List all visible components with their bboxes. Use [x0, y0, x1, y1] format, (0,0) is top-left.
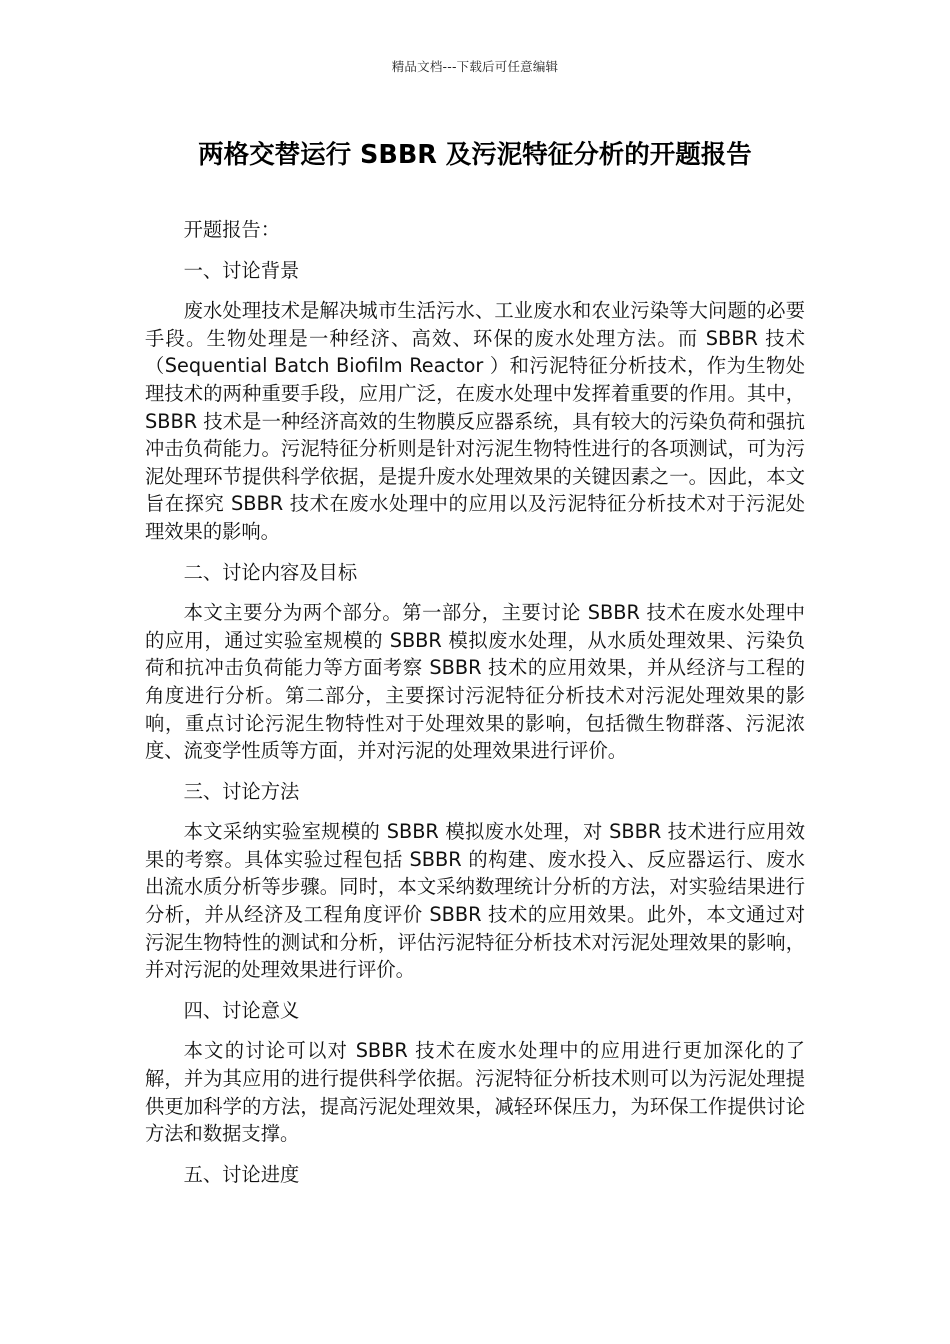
section-paragraph-content-goals: 本文主要分为两个部分。第一部分，主要讨论 SBBR 技术在废水处理中的应用，通过实验室规模的 SBBR 模拟废水处理，从水质处理效果、污染负荷和抗冲击负荷能力等方面考察 SBBR 技术的应用效果，并从经济与工程的角度进行分析。第二部分，主要探讨污泥特征分析技术对污泥处理效果的影响，重点讨论污泥生物特性对于处理效果的影响，包括微生物群落、污泥浓度、流变学性质等方面，并对污泥的处理效果进行评价。	[145, 601, 805, 763]
section-heading-background: 一、讨论背景	[183, 258, 300, 282]
intro-label: 开题报告：	[183, 218, 280, 241]
section-heading-significance: 四、讨论意义	[183, 998, 300, 1022]
section-heading-methods: 三、讨论方法	[183, 779, 300, 803]
section-heading-content-goals: 二、讨论内容及目标	[183, 560, 358, 584]
document-body	[145, 216, 805, 1201]
section-paragraph-background: 废水处理技术是解决城市生活污水、工业废水和农业污染等大问题的必要手段。生物处理是一种经济、高效、环保的废水处理方法。而 SBBR 技术（Sequential Batch Biofilm Reactor ）和污泥特征分析技术，作为生物处理技术的两种重要手段，应用广泛，在废水处理中发挥着重要的作用。其中，SBBR 技术是一种经济高效的生物膜反应器系统，具有较大的污染负荷和强抗冲击负荷能力。污泥特征分析则是针对污泥生物特性进行的各项测试，可为污泥处理环节提供科学依据，是提升废水处理效果的关键因素之一。因此，本文旨在探究 SBBR 技术在废水处理中的应用以及污泥特征分析技术对于污泥处理效果的影响。	[145, 299, 805, 543]
section-paragraph-significance: 本文的讨论可以对 SBBR 技术在废水处理中的应用进行更加深化的了解，并为其应用的进行提供科学依据。污泥特征分析技术则可以为污泥处理提供更加科学的方法，提高污泥处理效果，减轻环保压力，为环保工作提供讨论方法和数据支撑。	[145, 1039, 805, 1146]
document-title: 两格交替运行 SBBR 及污泥特征分析的开题报告	[198, 140, 752, 170]
section-paragraph-methods: 本文采纳实验室规模的 SBBR 模拟废水处理，对 SBBR 技术进行应用效果的考察。具体实验过程包括 SBBR 的构建、废水投入、反应器运行、废水出流水质分析等步骤。同时，本文采纳数理统计分析的方法，对实验结果进行分析，并从经济及工程角度评价 SBBR 技术的应用效果。此外，本文通过对污泥生物特性的测试和分析，评估污泥特征分析技术对污泥处理效果的影响，并对污泥的处理效果进行评价。	[145, 820, 805, 982]
header-note: 精品文档---下载后可任意编辑	[391, 59, 559, 74]
section-heading-progress: 五、讨论进度	[183, 1162, 300, 1186]
